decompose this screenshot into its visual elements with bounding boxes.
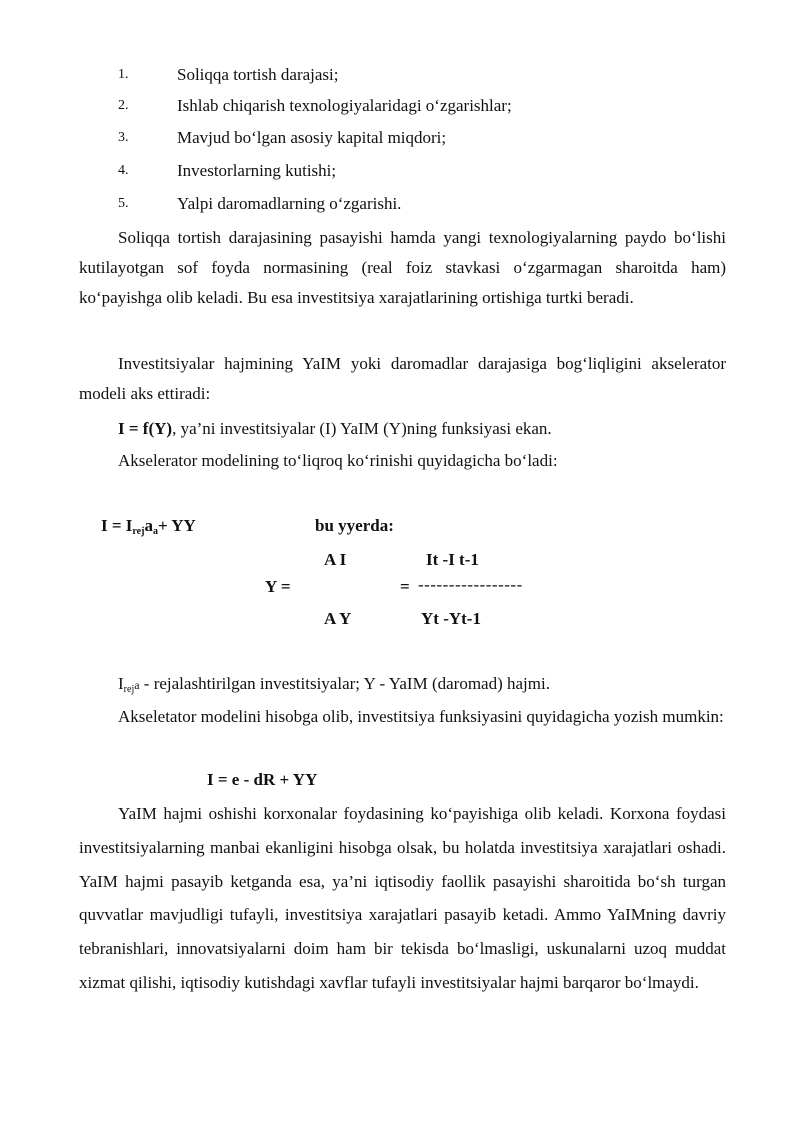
model-lhs-subscript: rej (132, 526, 145, 537)
definition-subscript: rej (123, 684, 135, 695)
y-equals: Y = (265, 577, 291, 596)
paragraph-text: Akseletator modelini hisobga olib, investitsiya funksiyasini quyidagicha yozish mumkin: (118, 707, 724, 726)
list-number: 1. (118, 67, 129, 82)
definition-line (118, 669, 550, 704)
model-lhs-rest: + YY (157, 516, 196, 535)
paragraph-text: Akselerator modelining to‘liqroq ko‘rinishi quyidagicha bo‘ladi: (118, 451, 558, 470)
bu-yyerda-label: bu yyerda: (315, 516, 394, 535)
list-text: Investorlarning kutishi; (177, 161, 337, 180)
paragraph (79, 702, 726, 732)
denominator-right: Yt -Yt-1 (421, 609, 481, 628)
list-text: Mavjud bo‘lgan asosiy kapital miqdori; (177, 128, 447, 147)
model-lhs-tail: a (144, 516, 153, 535)
list-number: 5. (118, 196, 129, 211)
fraction-bar: ----------------- (418, 575, 523, 594)
list-number: 2. (118, 98, 129, 113)
definition-tail: a (134, 678, 140, 692)
paragraph-text: Soliqqa tortish darajasining pasayishi hamda yangi texnologiyalarning paydo bo‘lishi kutilayotgan sof foyda normasining (real foiz stavkasi o‘zgarmagan sharoitda ham) ko‘payishga olib keladi. Bu esa investitsiya xarajatlarining ortishiga turtki beradi. (79, 228, 726, 307)
list-text: Yalpi daromadlarning o‘zgarishi. (177, 194, 402, 213)
list-text: Ishlab chiqarish texnologiyalaridagi o‘zgarishlar; (177, 96, 512, 115)
denominator-left: A Y (324, 609, 352, 628)
numerator-left: A I (324, 550, 347, 569)
paragraph-text: YaIM hajmi oshishi korxonalar foydasining ko‘payishiga olib keladi. Korxona foydasi investitsiyalarning manbai ekanligini hisobga olsak, bu holatda investitsiya xarajatlari oshadi. YaIM hajmi pasayib ketganda esa, ya’ni iqtisodiy faollik pasayishi sharoitida bo‘sh turgan quvvatlar mavjudligi tufayli, investitsiya xarajatlari pasayib ketadi. Ammo YaIMning davriy tebranishlari, innovatsiyalarni doim ham bir tekisda bo‘lmasligi, uskunalarni uzoq muddat xizmat qilishi, iqtisodiy kutishdagi xavflar tufayli investitsiyalar hajmi barqaror bo‘lmaydi. (79, 804, 726, 992)
model-lhs: I = I (101, 516, 133, 535)
paragraph (79, 349, 726, 409)
definition-symbol: I (118, 674, 124, 693)
paragraph (79, 797, 726, 1000)
list-number: 3. (118, 130, 129, 145)
equals-sign: = (400, 577, 410, 596)
formula-line (118, 414, 552, 443)
paragraph (79, 223, 726, 313)
investment-function-formula: I = e - dR + YY (207, 770, 318, 789)
model-equation: $I = I_{rej}a_a+$ YY (101, 516, 196, 537)
numerator-right: It -I t-1 (426, 550, 479, 569)
formula-bold: I = f(Y) (118, 419, 173, 438)
paragraph-text: Investitsiyalar hajmining YaIM yoki daromadlar darajasiga bog‘liqligini akselerator modeli aks ettiradi: (79, 354, 726, 403)
formula-explanation: , ya’ni investitsiyalar (I) YaIM (Y)ning funksiyasi ekan. (172, 419, 552, 438)
definition-text: - rejalashtirilgan investitsiyalar; Y - YaIM (daromad) hajmi. (139, 674, 550, 693)
list-number: 4. (118, 163, 129, 178)
list-text: Soliqqa tortish darajasi; (177, 65, 339, 84)
